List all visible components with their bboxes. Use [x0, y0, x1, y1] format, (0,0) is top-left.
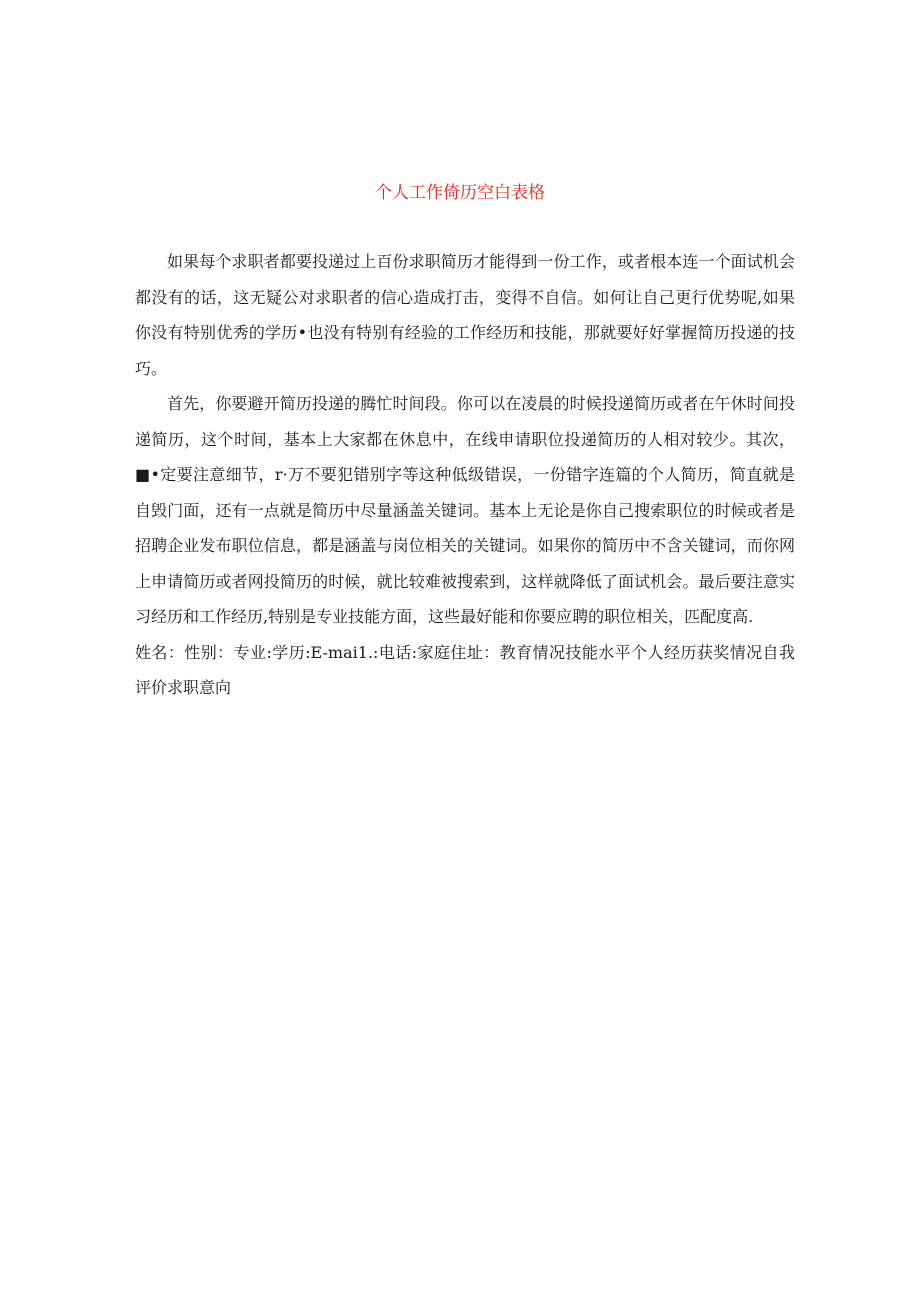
- paragraph-tips: 首先，你要避开简历投递的腾忙时间段。你可以在凌晨的时候投递简历或者在午休时间投递简历，这个时间，基本上大家都在休息中，在线申请职位投递简历的人相对较少。其次，■•定要注意细节，r·万不要犯错别字等这种低级错误，一份错字连篇的个人简历，简直就是自毁门面，还有一点就是简历中尽量涵盖关键词。基本上无论是你自己搜索职位的时候或者是招聘企业发布职位信息，都是涵盖与岗位相关的关键词。如果你的简历中不含关键词，而你网上申请简历或者网投简历的时候，就比较难被搜索到，这样就降低了面试机会。最后要注意实习经历和工作经历,特别是专业技能方面，这些最好能和你要应聘的职位相关，匹配度高.: [135, 394, 795, 626]
- resume-fields-line: 姓名：性别：专业:学历:E-mai1.:电话:家庭住址：教育情况技能水平个人经历获奖情况自我评价求职意向: [135, 642, 795, 697]
- document-title: 个人工作倚历空白表格: [375, 183, 545, 203]
- paragraph-intro: 如果每个求职者都要投递过上百份求职简历才能得到一份工作，或者根本连一个面试机会都没有的话，这无疑公对求职者的信心造成打击，变得不自信。如何让自己更行优势呢,如果你没有特别优秀的学历•也没有特别有经验的工作经历和技能，那就要好好掌握简历投递的技巧。: [135, 252, 795, 378]
- document-body: [135, 244, 795, 706]
